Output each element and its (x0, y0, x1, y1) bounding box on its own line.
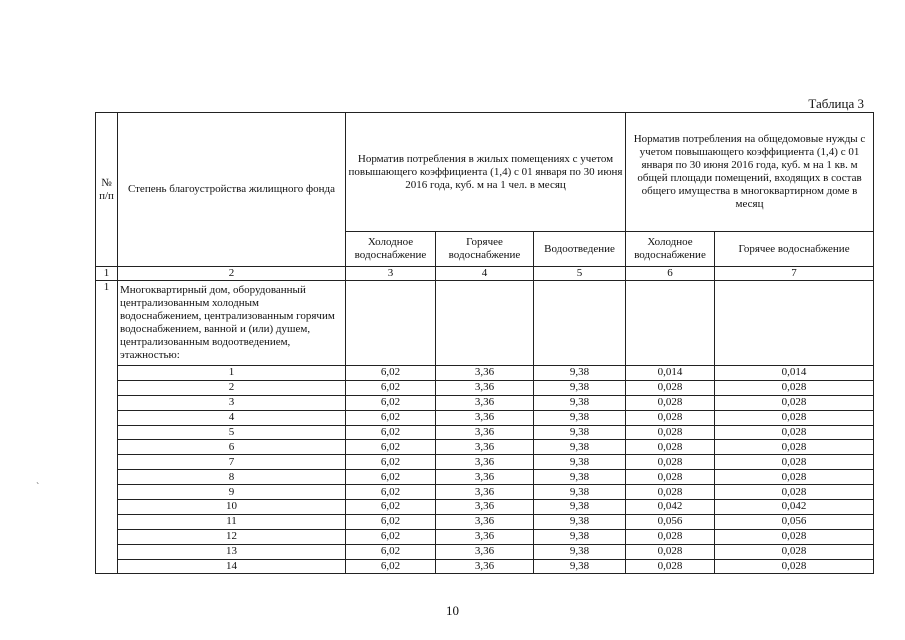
floor-count: 6 (118, 440, 346, 455)
hot-water-living-value: 3,36 (436, 544, 534, 559)
cold-water-living-value: 6,02 (346, 470, 436, 485)
cold-water-living-value: 6,02 (346, 485, 436, 500)
cold-water-living-value: 6,02 (346, 410, 436, 425)
cold-water-common-value: 0,028 (626, 544, 715, 559)
hot-water-common-value: 0,056 (715, 514, 874, 529)
cold-water-living-value: 6,02 (346, 514, 436, 529)
cold-water-common-value: 0,028 (626, 440, 715, 455)
hot-water-common-value: 0,028 (715, 440, 874, 455)
header-drainage: Водоотведение (534, 232, 626, 267)
table-row (96, 514, 874, 529)
hot-water-living-value: 3,36 (436, 440, 534, 455)
header-num: № п/п (96, 113, 118, 267)
table-row (96, 529, 874, 544)
column-number: 4 (436, 267, 534, 281)
cold-water-living-value: 6,02 (346, 529, 436, 544)
table-row (96, 425, 874, 440)
scan-speck: ˋ (36, 482, 40, 493)
hot-water-common-value: 0,028 (715, 470, 874, 485)
cold-water-common-value: 0,028 (626, 559, 715, 574)
cold-water-living-value: 6,02 (346, 425, 436, 440)
table-row (96, 380, 874, 395)
hot-water-living-value: 3,36 (436, 425, 534, 440)
drainage-value: 9,38 (534, 366, 626, 381)
header-living-norm: Норматив потребления в жилых помещениях с учетом повышающего коэффициента (1,4) с 01 января по 30 июня 2016 года, куб. м на 1 чел. в месяц (346, 113, 626, 232)
hot-water-common-value: 0,028 (715, 380, 874, 395)
header-common-norm: Норматив потребления на общедомовые нужды с учетом повышающего коэффициента (1,4) с 01 января по 30 июня 2016 года, куб. м на 1 кв. м общей площади помещений, входящих в состав общего имущества в многоквартирном доме в месяц (626, 113, 874, 232)
column-number: 1 (96, 267, 118, 281)
cold-water-living-value: 6,02 (346, 366, 436, 381)
header-hot-water-living: Горячее водоснабжение (436, 232, 534, 267)
floor-count: 10 (118, 500, 346, 515)
cold-water-common-value: 0,014 (626, 366, 715, 381)
cold-water-living-value: 6,02 (346, 395, 436, 410)
hot-water-living-value: 3,36 (436, 410, 534, 425)
table-row (96, 485, 874, 500)
section-row (96, 281, 874, 366)
floor-count: 3 (118, 395, 346, 410)
column-number: 3 (346, 267, 436, 281)
cold-water-common-value: 0,028 (626, 380, 715, 395)
hot-water-living-value: 3,36 (436, 366, 534, 381)
drainage-value: 9,38 (534, 485, 626, 500)
hot-water-common-value: 0,028 (715, 410, 874, 425)
cold-water-living-value: 6,02 (346, 544, 436, 559)
cold-water-common-value: 0,028 (626, 485, 715, 500)
column-number-row (96, 267, 874, 281)
drainage-value: 9,38 (534, 410, 626, 425)
table-row (96, 366, 874, 381)
drainage-value: 9,38 (534, 500, 626, 515)
floor-count: 4 (118, 410, 346, 425)
floor-count: 5 (118, 425, 346, 440)
header-cold-water-living: Холодное водоснабжение (346, 232, 436, 267)
floor-count: 2 (118, 380, 346, 395)
table-caption: Таблица 3 (808, 96, 864, 111)
floor-count: 9 (118, 485, 346, 500)
drainage-value: 9,38 (534, 529, 626, 544)
cold-water-common-value: 0,028 (626, 425, 715, 440)
hot-water-living-value: 3,36 (436, 500, 534, 515)
hot-water-living-value: 3,36 (436, 529, 534, 544)
drainage-value: 9,38 (534, 395, 626, 410)
section-description: Многоквартирный дом, оборудованный централизованным холодным водоснабжением, централизованным горячим водоснабжением, ванной и (или) душем, централизованным водоотведением, этажностью: (118, 281, 346, 366)
hot-water-living-value: 3,36 (436, 455, 534, 470)
page-number: 10 (446, 603, 459, 618)
cold-water-common-value: 0,028 (626, 410, 715, 425)
cold-water-living-value: 6,02 (346, 455, 436, 470)
hot-water-living-value: 3,36 (436, 380, 534, 395)
cold-water-common-value: 0,042 (626, 500, 715, 515)
column-number: 2 (118, 267, 346, 281)
table-row (96, 470, 874, 485)
hot-water-common-value: 0,042 (715, 500, 874, 515)
hot-water-living-value: 3,36 (436, 559, 534, 574)
floor-count: 14 (118, 559, 346, 574)
drainage-value: 9,38 (534, 425, 626, 440)
cold-water-living-value: 6,02 (346, 380, 436, 395)
hot-water-common-value: 0,028 (715, 485, 874, 500)
table-row (96, 410, 874, 425)
hot-water-common-value: 0,028 (715, 529, 874, 544)
cold-water-common-value: 0,028 (626, 395, 715, 410)
hot-water-common-value: 0,028 (715, 544, 874, 559)
floor-count: 12 (118, 529, 346, 544)
hot-water-common-value: 0,028 (715, 395, 874, 410)
table-row (96, 455, 874, 470)
hot-water-common-value: 0,028 (715, 455, 874, 470)
floor-count: 1 (118, 366, 346, 381)
table-row (96, 395, 874, 410)
section-number: 1 (96, 281, 118, 574)
drainage-value: 9,38 (534, 440, 626, 455)
hot-water-common-value: 0,028 (715, 559, 874, 574)
cold-water-common-value: 0,028 (626, 529, 715, 544)
cold-water-common-value: 0,028 (626, 455, 715, 470)
table-row (96, 544, 874, 559)
drainage-value: 9,38 (534, 544, 626, 559)
table-row (96, 500, 874, 515)
cold-water-living-value: 6,02 (346, 440, 436, 455)
floor-count: 7 (118, 455, 346, 470)
hot-water-common-value: 0,014 (715, 366, 874, 381)
header-hot-water-common: Горячее водоснабжение (715, 232, 874, 267)
hot-water-living-value: 3,36 (436, 514, 534, 529)
hot-water-common-value: 0,028 (715, 425, 874, 440)
drainage-value: 9,38 (534, 380, 626, 395)
cold-water-living-value: 6,02 (346, 500, 436, 515)
cold-water-common-value: 0,028 (626, 470, 715, 485)
table-row (96, 440, 874, 455)
floor-count: 11 (118, 514, 346, 529)
header-cold-water-common: Холодное водоснабжение (626, 232, 715, 267)
drainage-value: 9,38 (534, 470, 626, 485)
hot-water-living-value: 3,36 (436, 395, 534, 410)
floor-count: 8 (118, 470, 346, 485)
drainage-value: 9,38 (534, 514, 626, 529)
norms-table (95, 112, 874, 574)
table-row (96, 559, 874, 574)
header-fund: Степень благоустройства жилищного фонда (118, 113, 346, 267)
column-number: 5 (534, 267, 626, 281)
hot-water-living-value: 3,36 (436, 485, 534, 500)
cold-water-common-value: 0,056 (626, 514, 715, 529)
floor-count: 13 (118, 544, 346, 559)
column-number: 7 (715, 267, 874, 281)
cold-water-living-value: 6,02 (346, 559, 436, 574)
column-number: 6 (626, 267, 715, 281)
drainage-value: 9,38 (534, 455, 626, 470)
hot-water-living-value: 3,36 (436, 470, 534, 485)
drainage-value: 9,38 (534, 559, 626, 574)
